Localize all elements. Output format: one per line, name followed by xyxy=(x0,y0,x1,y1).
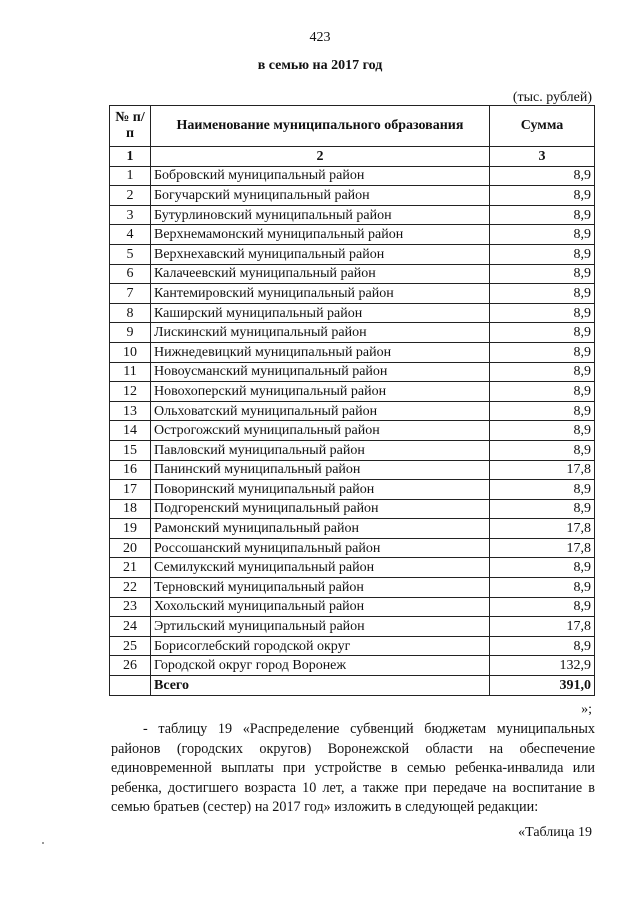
table-row xyxy=(110,166,595,186)
table-row xyxy=(110,401,595,421)
margin-mark xyxy=(42,842,44,844)
row-number: 19 xyxy=(110,519,151,539)
column-number: 3 xyxy=(490,147,595,167)
table-row xyxy=(110,558,595,578)
row-number: 16 xyxy=(110,460,151,480)
row-sum: 8,9 xyxy=(490,480,595,500)
table-row xyxy=(110,244,595,264)
table-row xyxy=(110,205,595,225)
row-number: 2 xyxy=(110,186,151,206)
municipality-name: Каширский муниципальный район xyxy=(151,303,490,323)
table-row xyxy=(110,617,595,637)
table-row xyxy=(110,656,595,676)
header-municipality: Наименование муниципального образования xyxy=(151,106,490,147)
municipality-name: Городской округ город Воронеж xyxy=(151,656,490,676)
row-sum: 8,9 xyxy=(490,597,595,617)
table-row xyxy=(110,636,595,656)
table-row xyxy=(110,519,595,539)
table-row xyxy=(110,186,595,206)
row-sum: 8,9 xyxy=(490,362,595,382)
row-number: 7 xyxy=(110,284,151,304)
municipality-name: Кантемировский муниципальный район xyxy=(151,284,490,304)
row-sum: 8,9 xyxy=(490,421,595,441)
municipality-name: Бутурлиновский муниципальный район xyxy=(151,205,490,225)
table-row xyxy=(110,323,595,343)
row-sum: 17,8 xyxy=(490,538,595,558)
row-number: 1 xyxy=(110,166,151,186)
row-number: 6 xyxy=(110,264,151,284)
municipality-name: Верхнехавский муниципальный район xyxy=(151,244,490,264)
table-row xyxy=(110,597,595,617)
row-sum: 8,9 xyxy=(490,558,595,578)
table-row xyxy=(110,342,595,362)
municipality-name: Бобровский муниципальный район xyxy=(151,166,490,186)
row-number: 24 xyxy=(110,617,151,637)
row-sum: 17,8 xyxy=(490,519,595,539)
municipality-name: Острогожский муниципальный район xyxy=(151,421,490,441)
municipality-name: Рамонский муниципальный район xyxy=(151,519,490,539)
row-number: 5 xyxy=(110,244,151,264)
table-row xyxy=(110,480,595,500)
row-sum: 8,9 xyxy=(490,440,595,460)
table-row xyxy=(110,225,595,245)
row-number: 26 xyxy=(110,656,151,676)
table-header-row xyxy=(110,106,595,147)
total-number-empty xyxy=(110,676,151,696)
header-number: № п/п xyxy=(110,106,151,147)
row-number: 18 xyxy=(110,499,151,519)
table-row xyxy=(110,264,595,284)
municipality-name: Семилукский муниципальный район xyxy=(151,558,490,578)
table-row xyxy=(110,362,595,382)
table-row xyxy=(110,303,595,323)
total-row xyxy=(110,676,595,696)
row-sum: 8,9 xyxy=(490,225,595,245)
row-sum: 8,9 xyxy=(490,244,595,264)
municipality-name: Ольховатский муниципальный район xyxy=(151,401,490,421)
municipality-name: Россошанский муниципальный район xyxy=(151,538,490,558)
row-sum: 8,9 xyxy=(490,323,595,343)
table-row xyxy=(110,460,595,480)
row-sum: 8,9 xyxy=(490,303,595,323)
table-row xyxy=(110,284,595,304)
page-number: 423 xyxy=(309,30,331,45)
municipality-name: Борисоглебский городской округ xyxy=(151,636,490,656)
row-number: 23 xyxy=(110,597,151,617)
row-sum: 8,9 xyxy=(490,264,595,284)
municipality-name: Лискинский муниципальный район xyxy=(151,323,490,343)
total-sum: 391,0 xyxy=(490,676,595,696)
row-sum: 8,9 xyxy=(490,499,595,519)
municipality-name: Нижнедевицкий муниципальный район xyxy=(151,342,490,362)
row-number: 25 xyxy=(110,636,151,656)
row-number: 8 xyxy=(110,303,151,323)
municipality-name: Хохольский муниципальный район xyxy=(151,597,490,617)
row-sum: 8,9 xyxy=(490,636,595,656)
row-number: 4 xyxy=(110,225,151,245)
row-number: 10 xyxy=(110,342,151,362)
municipality-name: Богучарский муниципальный район xyxy=(151,186,490,206)
row-number: 9 xyxy=(110,323,151,343)
row-sum: 8,9 xyxy=(490,342,595,362)
row-number: 12 xyxy=(110,382,151,402)
row-sum: 132,9 xyxy=(490,656,595,676)
row-sum: 17,8 xyxy=(490,460,595,480)
column-numbers-row xyxy=(110,147,595,167)
row-number: 13 xyxy=(110,401,151,421)
row-sum: 8,9 xyxy=(490,186,595,206)
row-sum: 8,9 xyxy=(490,205,595,225)
municipality-name: Эртильский муниципальный район xyxy=(151,617,490,637)
next-table-reference: «Таблица 19 xyxy=(518,825,592,840)
row-number: 15 xyxy=(110,440,151,460)
header-sum: Сумма xyxy=(490,106,595,147)
municipality-name: Подгоренский муниципальный район xyxy=(151,499,490,519)
municipality-name: Калачеевский муниципальный район xyxy=(151,264,490,284)
municipality-name: Павловский муниципальный район xyxy=(151,440,490,460)
row-sum: 17,8 xyxy=(490,617,595,637)
municipality-name: Новохоперский муниципальный район xyxy=(151,382,490,402)
table-row xyxy=(110,578,595,598)
row-number: 22 xyxy=(110,578,151,598)
table-row xyxy=(110,440,595,460)
row-number: 11 xyxy=(110,362,151,382)
municipality-name: Верхнемамонский муниципальный район xyxy=(151,225,490,245)
subvention-table xyxy=(109,105,595,696)
row-sum: 8,9 xyxy=(490,382,595,402)
municipality-name: Поворинский муниципальный район xyxy=(151,480,490,500)
table-heading: в семью на 2017 год xyxy=(257,58,383,73)
amendment-paragraph: - таблицу 19 «Распределение субвенций бюджетам муниципальных районов (городских округов) Воронежской области на обеспечение единовременной выплаты при устройстве в семью ребенка-инвалида или ребенка, достигшего возраста 10 лет, а также при передаче на воспитание в семью братьев (сестер) на 2017 год» изложить в следующей редакции: xyxy=(111,721,595,815)
table-row xyxy=(110,499,595,519)
total-label: Всего xyxy=(151,676,490,696)
row-sum: 8,9 xyxy=(490,166,595,186)
row-sum: 8,9 xyxy=(490,578,595,598)
row-sum: 8,9 xyxy=(490,401,595,421)
row-number: 20 xyxy=(110,538,151,558)
column-number: 2 xyxy=(151,147,490,167)
municipality-name: Панинский муниципальный район xyxy=(151,460,490,480)
municipality-name: Новоусманский муниципальный район xyxy=(151,362,490,382)
municipality-name: Терновский муниципальный район xyxy=(151,578,490,598)
column-number: 1 xyxy=(110,147,151,167)
units-label: (тыс. рублей) xyxy=(512,90,592,105)
closing-quote: »; xyxy=(581,702,592,717)
table-row xyxy=(110,421,595,441)
row-sum: 8,9 xyxy=(490,284,595,304)
table-row xyxy=(110,382,595,402)
row-number: 17 xyxy=(110,480,151,500)
table-body xyxy=(110,147,595,696)
table-row xyxy=(110,538,595,558)
row-number: 21 xyxy=(110,558,151,578)
row-number: 14 xyxy=(110,421,151,441)
row-number: 3 xyxy=(110,205,151,225)
